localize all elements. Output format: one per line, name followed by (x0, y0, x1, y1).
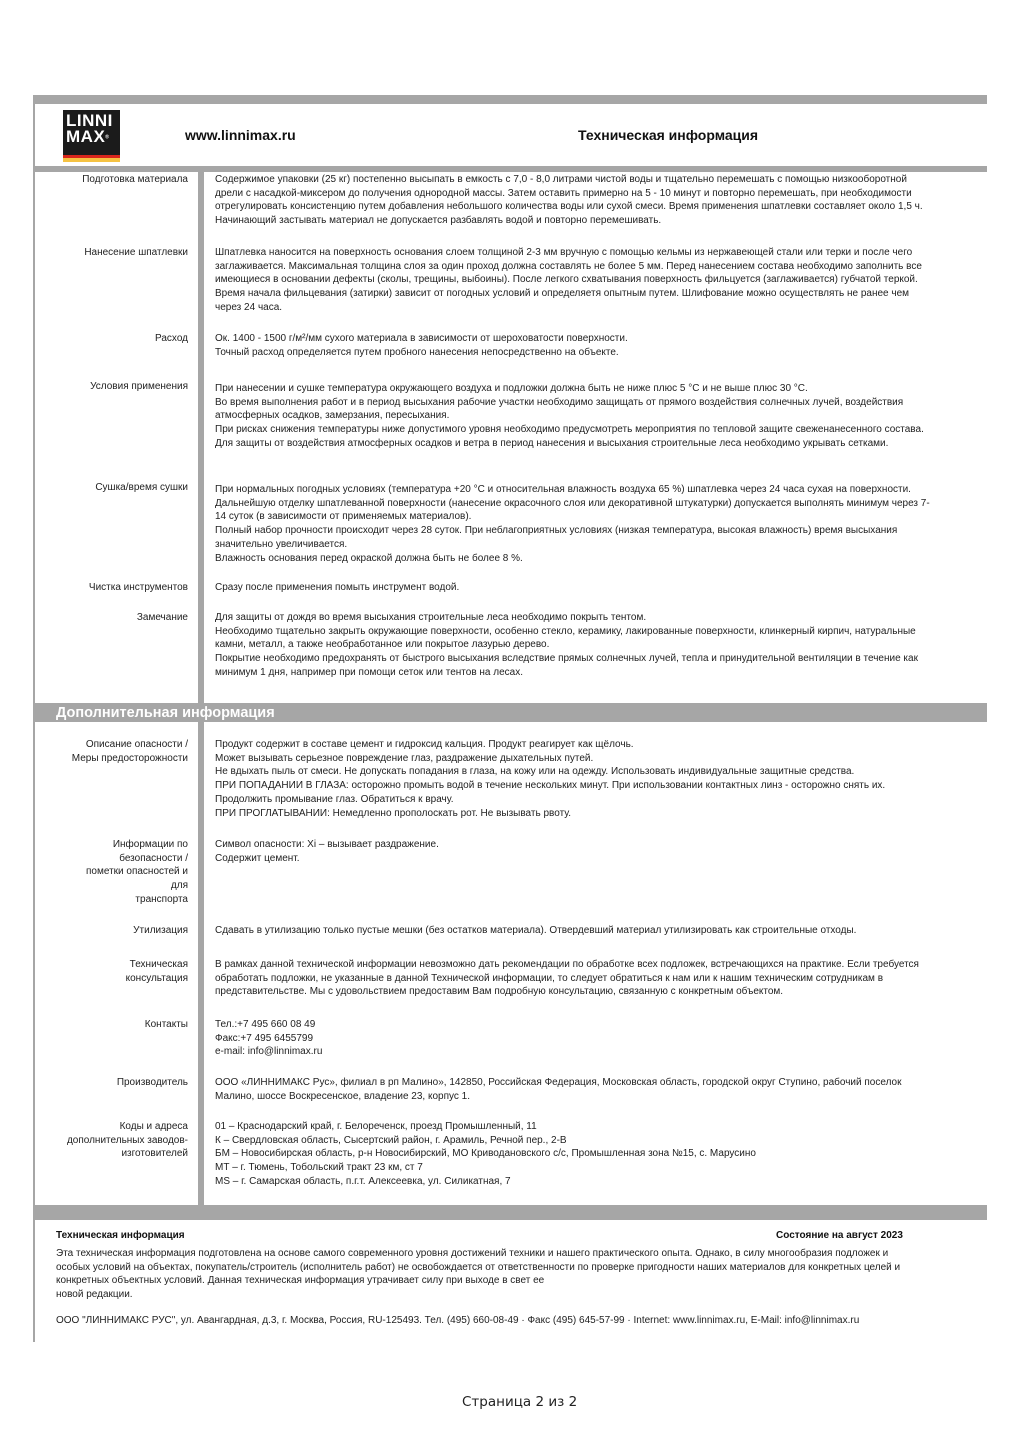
section-content (215, 332, 980, 359)
section-content-line: При рисках снижения температуры ниже допустимого уровня необходимо предусмотреть мероприятия по тепловой защите свеженанесенного состава. (215, 424, 924, 436)
section-content-line: заглаживается. Максимальная толщина слоя за один проход должна составлять не более 5 мм. Перед нанесением состава необходимо заполнить все (215, 260, 922, 272)
section-content-line: обработать подложки, не указанные в данной Технической информации, то следует обратиться к нам или к нашим техническим сотрудникам в (215, 972, 884, 984)
linnimax-logo (63, 110, 120, 162)
section-content (215, 924, 980, 938)
section-content-line: Для защиты от воздействия атмосферных осадков и ветра в период нанесения и высыхания строительные леса необходимо укрывать сетками. (215, 437, 889, 449)
header-top-bar (33, 95, 987, 104)
section-label-line: Сушка/время сушки (95, 482, 188, 493)
section-content-line: К – Свердловская область, Сысертский район, г. Арамиль, Речной пер., 2-В (215, 1134, 567, 1146)
section-label-line: пометки опасностей и (85, 866, 188, 878)
section-content-line: ПРИ ПОПАДАНИИ В ГЛАЗА: осторожно промыть водой в течение нескольких минут. При использовании контактных линз - осторожно снять их. (215, 780, 886, 792)
section-label-line: Чистка инструментов (88, 582, 188, 593)
section-content-line: имеющиеся в основании дефекты (сколы, трещины, выбоины). После легкого схватывания поверхность фильцуется (заглаживается) губчатой теркой. (215, 274, 918, 286)
section-content-line: Сразу после применения помыть инструмент водой. (215, 582, 460, 593)
section-label-line: Коды и адреса (119, 1121, 188, 1132)
page-number: Страница 2 из 2 (462, 1394, 578, 1410)
section-label (40, 924, 188, 938)
section-content-line: Точный расход определяется путем пробного нанесения непосредственно на объекте. (215, 346, 619, 358)
column-divider-additional (198, 722, 204, 1205)
section-label-line: безопасности / (119, 852, 188, 864)
section-label-line: дополнительных заводов- (66, 1134, 188, 1146)
section-label (40, 246, 188, 260)
footer-disclaimer-line: особых условий на объектах, покупатель/строитель (исполнитель работ) не освобождается от ответственности по проверке пригодности наших материалов для конкретных целей и (56, 1261, 901, 1273)
section-content-line: ООО «ЛИННИМАКС Рус», филиал в рп Малино», 142850, Российская Федерация, Московская область, городской округ Ступино, рабочий поселок (215, 1077, 902, 1088)
section-label-line: Информации по (112, 839, 188, 850)
section-content-line: МТ – г. Тюмень, Тобольский тракт 23 км, ст 7 (215, 1162, 423, 1174)
section-label-line: изготовителей (121, 1148, 188, 1160)
section-content-line: дрели с насадкой-миксером до получения однородной массы. Затем оставить примерно на 5 - 10 минут и повторно перемешать, при необходимости (215, 187, 912, 199)
section-content-line: При нормальных погодных условиях (температура +20 °С и относительная влажность воздуха 65 %) шпатлевка через 24 часа сухая на поверхности. (215, 484, 911, 495)
section-content-line: Факс:+7 495 6455799 (215, 1032, 314, 1044)
section-label (40, 581, 188, 595)
section-content-line: Не вдыхать пыль от смеси. Не допускать попадания в глаза, на кожу или на одежду. Использовать индивидуальные защитные средства. (215, 766, 855, 778)
section-content-line: 14 суток (в зависимости от применяемых материалов). (215, 511, 472, 523)
document-title: Техническая информация (578, 127, 759, 143)
section-content-line: БМ – Новосибирская область, р-н Новосибирский, МО Криводановского с/с, Промышленная зона №15, с. Марусино (215, 1148, 756, 1160)
section-content-line: e-mail: info@linnimax.ru (215, 1046, 323, 1058)
section-content-line: При нанесении и сушке температура окружающего воздуха и подложки должна быть не ниже плюс 5 °С и не выше плюс 30 °С. (215, 383, 808, 394)
section-content-line: Во время выполнения работ и в период высыхания рабочие участки необходимо защищать от прямого воздействия солнечных лучей, воздействия (215, 396, 904, 408)
section-content-line: атмосферных осадков, замерзания, пересыхания. (215, 410, 450, 422)
section-content-line: представительстве. Мы с удовольствием предоставим Вам подробную консультацию, связанную с конкретным объектом. (215, 986, 784, 998)
section-label-line: консультация (125, 972, 188, 984)
section-content-line: камни, металл, а также необработанное или покрытое лазурью дерево. (215, 639, 550, 651)
section-content (215, 611, 980, 680)
header-bottom-bar (33, 166, 987, 172)
section-content (215, 838, 980, 865)
section-content-line: отрегулировать консистенцию путем добавления небольшого количества воды или сухой смеси. Время применения шпатлевки составляет около 1,5 ч. (215, 201, 923, 213)
section-label (40, 173, 188, 187)
section-label-line: для (170, 880, 188, 892)
logo-line-1: LINNI (66, 111, 113, 130)
section-label-line: Условия применения (90, 381, 188, 392)
section-label-line: Расход (155, 333, 188, 344)
section-content-line: Влажность основания перед окраской должна быть не более 8 %. (215, 552, 523, 564)
section-content-line: Малино, шоссе Воскресенское, владение 23, корпус 1. (215, 1090, 471, 1102)
section-content-line: минимум 1 дня, например при помощи сеток или тентов на лесах. (215, 666, 524, 678)
footer-disclaimer-line: новой редакции. (56, 1289, 133, 1301)
section-content (215, 958, 980, 999)
section-content-line: Для защиты от дождя во время высыхания строительные леса необходимо покрыть тентом. (215, 612, 647, 623)
section-label (40, 1018, 188, 1032)
website-url[interactable]: www.linnimax.ru (185, 127, 296, 143)
section-label-line: Техническая (129, 959, 188, 970)
section-content-line: Продолжить промывание глаз. Обратиться к врачу. (215, 793, 454, 805)
logo-registered-mark: ® (105, 134, 110, 141)
section-label (40, 1120, 188, 1161)
section-label (40, 380, 188, 394)
footer-title: Техническая информация (56, 1230, 185, 1241)
section-content-line: Содержит цемент. (215, 852, 300, 864)
section-content-line: значительно увеличивается. (215, 538, 348, 550)
section-content-line: 01 – Краснодарский край, г. Белореченск, проезд Промышленный, 11 (215, 1121, 537, 1132)
section-label (40, 738, 188, 765)
section-content-line: Необходимо тщательно закрыть окружающие поверхности, особенно стекло, керамику, лакированные поверхности, клинкерный кирпич, натуральные (215, 625, 916, 637)
section-content-line: Тел.:+7 495 660 08 49 (215, 1019, 316, 1030)
section-content-line: MS – г. Самарская область, п.г.т. Алексеевка, ул. Силикатная, 7 (215, 1175, 511, 1187)
section-label-line: Замечание (136, 612, 188, 623)
section-label-line: транспорта (135, 893, 188, 905)
section-content (215, 1120, 980, 1189)
section-content-line: Покрытие необходимо предохранять от быстрого высыхания вследствие прямых солнечных лучей, тепла и принудительной вентиляции в течение как (215, 653, 918, 665)
section-label (40, 332, 188, 346)
section-label (40, 611, 188, 625)
section-content (215, 581, 980, 595)
section-label-line: Подготовка материала (82, 174, 188, 185)
section-content (215, 382, 980, 451)
section-content-line: В рамках данной технической информации невозможно дать рекомендации по обработке всех подложек, встречающихся на практике. Если требуется (215, 959, 919, 970)
section-content-line: Ок. 1400 - 1500 г/м²/мм сухого материала в зависимости от шероховатости поверхности. (215, 333, 628, 344)
section-content-line: Сдавать в утилизацию только пустые мешки (без остатков материала). Отвердевший материал утилизировать как строительные отходы. (215, 925, 857, 936)
section-content (215, 1076, 980, 1103)
additional-info-title: Дополнительная информация (56, 705, 275, 721)
section-content-line: Полный набор прочности происходит через 28 суток. При неблагоприятных условиях (низкая температура, высокая влажность) время высыхания (215, 525, 898, 537)
section-label (40, 838, 188, 907)
footer-status-date: Состояние на август 2023 (776, 1230, 903, 1241)
section-content-line: ПРИ ПРОГЛАТЫВАНИИ: Немедленно прополоскать рот. Не вызывать рвоту. (215, 807, 572, 819)
section-content (215, 1018, 980, 1059)
section-label-line: Описание опасности / (85, 739, 188, 750)
section-content-line: Шпатлевка наносится на поверхность основания слоем толщиной 2-3 мм вручную с помощью кельмы из нержавеющей стали или терки и после чего (215, 247, 913, 258)
section-content-line: Может вызывать серьезное повреждение глаз, раздражение дыхательных путей. (215, 752, 594, 764)
section-label-line: Производитель (116, 1077, 188, 1088)
section-content-line: Символ опасности: Xi – вызывает раздражение. (215, 839, 439, 850)
footer-disclaimer (56, 1247, 976, 1302)
section-content (215, 173, 980, 228)
logo-flag-stripe-gold (63, 158, 120, 162)
section-content-line: Начинающий застывать материал не допускается разбавлять водой и повторно перемешивать. (215, 215, 662, 227)
footer-top-bar (33, 1205, 987, 1220)
section-label (40, 481, 188, 495)
section-content-line: через 24 часа. (215, 301, 283, 313)
section-label (40, 958, 188, 985)
footer-disclaimer-line: Эта техническая информация подготовлена на основе самого современного уровня достижений техники и нашего практического опыта. Однако, в силу многообразия подложек и (56, 1248, 889, 1259)
section-label-line: Контакты (144, 1019, 188, 1030)
section-label-line: Нанесение шпатлевки (84, 247, 188, 258)
logo-line-2: MAX (66, 127, 106, 146)
section-content-line: Дальнейшую отделку шпатлеванной поверхности (нанесение окрасочного слоя или декоративной штукатурки) допускается выполнять минимум через 7- (215, 497, 930, 509)
section-content (215, 246, 980, 315)
section-content-line: Продукт содержит в составе цемент и гидроксид кальция. Продукт реагирует как щёлочь. (215, 739, 634, 750)
footer-disclaimer-line: конкретных объектных условий. Данная техническая информация утрачивает силу при выходе в свет ее (56, 1275, 545, 1287)
footer-company-address: ООО "ЛИННИМАКС РУС", ул. Авангардная, д.3, г. Москва, Россия, RU-125493. Тел. (495) 660-08-49 · Факс (495) 645-57-99 · Internet: www.linnimax.ru, E-Mail: info@linnimax.ru (56, 1315, 860, 1326)
column-divider-main (198, 172, 204, 703)
section-label-line: Меры предосторожности (71, 752, 188, 764)
section-content (215, 483, 980, 565)
section-content-line: Время начала фильцевания (затирки) зависит от погодных условий и определяетя опытным путем. Шлифование можно осуществлять не ранее чем (215, 288, 910, 300)
section-content-line: Содержимое упаковки (25 кг) постепенно высыпать в емкость с 7,0 - 8,0 литрами чистой воды и тщательно перемешать с помощью низкооборотной (215, 174, 907, 185)
section-content (215, 738, 980, 820)
section-label-line: Утилизация (133, 925, 188, 936)
section-label (40, 1076, 188, 1090)
